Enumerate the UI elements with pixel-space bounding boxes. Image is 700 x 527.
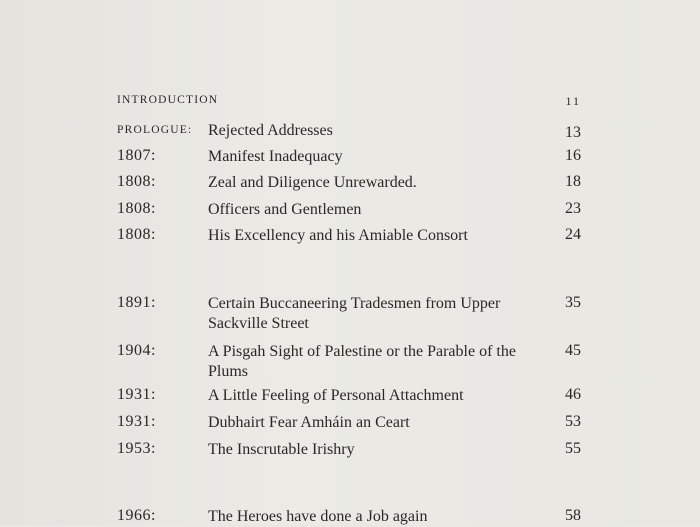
- toc-page-number: 53: [565, 413, 581, 430]
- toc-page-number: 11: [565, 94, 581, 108]
- toc-title: Dubhairt Fear Amháin an Ceart: [208, 414, 410, 431]
- toc-date: 1808:: [117, 173, 156, 190]
- toc-title: Officers and Gentlemen: [208, 201, 362, 218]
- toc-title: A Little Feeling of Personal Attachment: [208, 387, 464, 404]
- toc-title: His Excellency and his Amiable Consort: [208, 227, 468, 244]
- toc-page-number: 18: [565, 173, 581, 190]
- toc-date: 1966:: [117, 507, 156, 524]
- toc-date: 1808:: [117, 226, 156, 243]
- toc-date: 1953:: [117, 440, 156, 457]
- toc-page-number: 24: [565, 226, 581, 243]
- toc-date: 1891:: [117, 294, 156, 311]
- toc-date: 1904:: [117, 342, 156, 359]
- toc-date: 1807:: [117, 147, 156, 164]
- toc-page-number: 45: [565, 342, 581, 359]
- toc-page-number: 16: [565, 147, 581, 164]
- toc-page-number: 35: [565, 294, 581, 311]
- toc-page-number: 23: [565, 200, 581, 217]
- toc-date: 1808:: [117, 200, 156, 217]
- toc-title: The Inscrutable Irishry: [208, 441, 355, 458]
- toc-title: Zeal and Diligence Unrewarded.: [208, 174, 417, 191]
- toc-title: Rejected Addresses: [208, 122, 333, 139]
- toc-title: Certain Buccaneering Tradesmen from Upper Sackville Street: [208, 295, 501, 332]
- toc-date: 1931:: [117, 386, 156, 403]
- toc-page-number: 58: [565, 507, 581, 524]
- toc-page-number: 46: [565, 386, 581, 403]
- toc-page-number: 55: [565, 440, 581, 457]
- toc-title: A Pisgah Sight of Palestine or the Parable of the Plums: [208, 343, 516, 380]
- toc-page-number: 13: [565, 124, 581, 141]
- toc-date: 1931:: [117, 413, 156, 430]
- toc-label: INTRODUCTION: [117, 94, 219, 106]
- toc-title: Manifest Inadequacy: [208, 148, 343, 165]
- toc-date: PROLOGUE:: [117, 124, 193, 136]
- toc-title: The Heroes have done a Job again: [208, 508, 428, 525]
